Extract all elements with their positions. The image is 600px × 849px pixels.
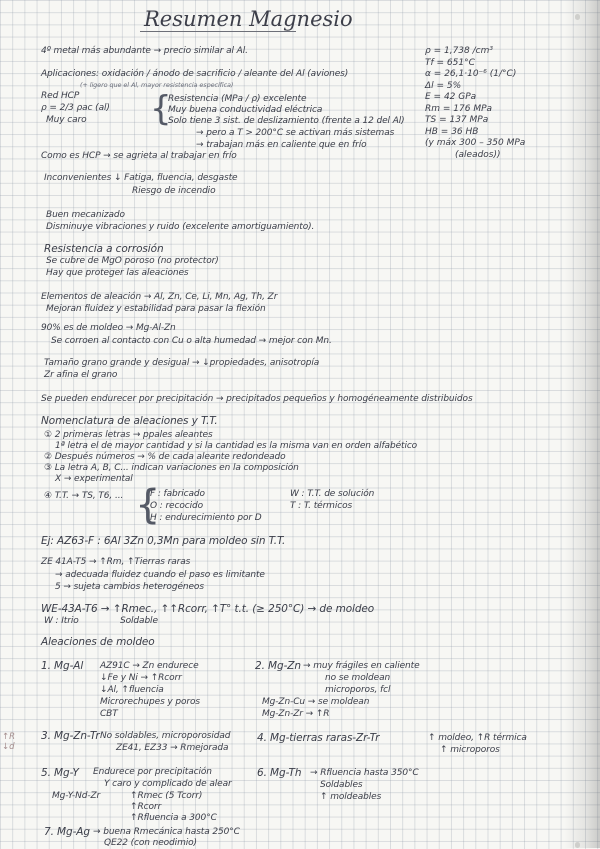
note-line: ① 2 primeras letras → ppales aleantes: [44, 430, 213, 440]
note-line: ② Después números → % de cada aleante redondeado: [44, 452, 286, 462]
brace-icon: {: [135, 482, 161, 528]
note-line: Buen mecanizado: [46, 210, 125, 220]
note-line: ③ La letra A, B, C... indican variaciones en la composición: [44, 463, 299, 473]
property-yield: TS = 137 MPa: [425, 115, 489, 125]
alloy-item: 5. Mg-Y: [41, 767, 79, 779]
note-line: 1ª letra el de mayor cantidad y si la cantidad es la misma van en orden alfabético: [55, 441, 418, 451]
note-line: Elementos de aleación → Al, Zn, Ce, Li, Mn, Ag, Th, Zr: [41, 292, 278, 302]
note-line: → Rfluencia hasta 350°C: [310, 768, 419, 778]
note-line: H : endurecimiento por D: [150, 513, 262, 523]
property-max-note-2: (aleados)): [455, 149, 501, 160]
note-line: Microrechupes y poros: [100, 697, 201, 707]
note-line: ↑ moldeables: [320, 792, 382, 802]
note-line: 4º metal más abundante → precio similar al Al.: [41, 46, 248, 56]
note-line: Red HCP: [41, 91, 80, 101]
note-line: Mg-Zn-Cu → se moldean: [262, 697, 370, 707]
property-modulus: E = 42 GPa: [425, 92, 477, 102]
alloy-item: 7. Mg-Ag: [44, 826, 90, 838]
note-line: Riesgo de incendio: [132, 186, 216, 196]
property-tensile: Rm = 176 MPa: [425, 103, 493, 114]
property-hardness: HB = 36 HB: [425, 126, 479, 137]
note-line: T : T. térmicos: [290, 501, 353, 511]
property-density: ρ = 1,738 /cm³: [425, 46, 493, 56]
note-line: AZ91C → Zn endurece: [100, 661, 199, 671]
note-line: QE22 (con neodimio): [104, 838, 197, 848]
note-line: ↑ moldeo, ↑R térmica: [428, 733, 527, 743]
note-line: Muy buena conductividad eléctrica: [168, 105, 323, 115]
note-line: → trabajan más en caliente que en frío: [196, 140, 367, 150]
note-line: no se moldean: [325, 673, 391, 683]
note-line: Ej: AZ63-F : 6Al 3Zn 0,3Mn para moldeo sin T.T.: [41, 535, 286, 547]
note-line: Disminuye vibraciones y ruido (excelente amortiguamiento).: [46, 222, 315, 232]
page-edge-shadow: [564, 0, 600, 848]
note-line: Tamaño grano grande y desigual → ↓propiedades, anisotropía: [44, 358, 320, 368]
note-line: 5 → sujeta cambios heterogéneos: [55, 582, 204, 592]
note-line: ρ = 2/3 ρac (al): [41, 103, 110, 113]
alloy-item: 1. Mg-Al: [41, 660, 84, 672]
section-heading: Resistencia a corrosión: [44, 243, 164, 255]
note-line: Hay que proteger las aleaciones: [46, 268, 189, 278]
binder-hole: [575, 842, 580, 848]
note-line: Aplicaciones: oxidación / ánodo de sacrificio / aleante del Al (aviones): [41, 69, 349, 79]
note-line: Se corroen al contacto con Cu o alta humedad → mejor con Mn.: [51, 336, 332, 346]
note-line: O : recocido: [150, 501, 203, 511]
note-line: Zr afina el grano: [44, 370, 118, 380]
note-line: ④ T.T. → TS, T6, ...: [44, 491, 124, 501]
note-line: Mg-Zn-Zr → ↑R: [262, 709, 330, 719]
binder-hole: [575, 14, 580, 20]
title-underline: [140, 31, 296, 32]
section-heading: Aleaciones de moldeo: [41, 636, 155, 648]
note-line: X → experimental: [55, 474, 133, 484]
note-line: 90% es de moldeo → Mg-Al-Zn: [41, 323, 176, 333]
note-line: WE-43A-T6 → ↑Rmec., ↑↑Rcorr, ↑T° t.t. (≥ 250°C) → de moldeo: [41, 603, 375, 615]
note-line: microporos, fcl: [325, 685, 391, 695]
note-line: Soldable: [120, 616, 158, 626]
brace-icon: {: [150, 89, 172, 129]
property-max-note: (y máx 300 – 350 MPa: [425, 138, 526, 148]
properties-list: [425, 46, 525, 161]
note-line: Solo tiene 3 sist. de deslizamiento (frente a 12 del Al): [168, 116, 405, 126]
alloy-item: 3. Mg-Zn-Tr: [41, 730, 100, 742]
note-line: No soldables, microporosidad: [100, 731, 231, 741]
note-line: ↑Rmec (5 Tcorr): [130, 791, 203, 801]
note-line: → muy frágiles en caliente: [303, 661, 420, 671]
note-line: ↓Fe y Ni → ↑Rcorr: [100, 673, 182, 683]
note-line: Se pueden endurecer por precipitación → precipitados pequeños y homogéneamente distribuidos: [41, 394, 473, 404]
alloy-item: 4. Mg-tierras raras-Zr-Tr: [257, 732, 380, 744]
note-line: W : T.T. de solución: [290, 489, 375, 499]
margin-note: ↓d: [2, 742, 15, 752]
property-elongation: Δl = 5%: [425, 80, 462, 91]
note-line: → adecuada fluidez cuando el paso es limitante: [55, 570, 265, 580]
note-line: Como es HCP → se agrieta al trabajar en frío: [41, 151, 237, 161]
note-line: Mg-Y-Nd-Zr: [52, 791, 101, 801]
note-line: Y caro y complicado de alear: [104, 779, 232, 789]
note-line: W : Itrio: [44, 616, 79, 626]
note-line: ↑ microporos: [440, 745, 500, 755]
note-line: Se cubre de MgO poroso (no protector): [46, 256, 219, 266]
note-line: Mejoran fluidez y estabilidad para pasar la flexión: [46, 304, 266, 314]
note-line: → buena Rmecánica hasta 250°C: [93, 827, 240, 837]
note-line: ↓Al, ↑fluencia: [100, 685, 164, 695]
page-title: Resumen Magnesio: [144, 7, 353, 31]
alloy-item: 6. Mg-Th: [257, 767, 302, 779]
note-line: (+ ligero que el Al, mayor resistencia específica): [80, 81, 234, 89]
section-heading: Nomenclatura de aleaciones y T.T.: [41, 415, 218, 427]
note-line: → pero a T > 200°C se activan más sistemas: [196, 128, 395, 138]
note-line: Muy caro: [46, 115, 87, 125]
note-line: Resistencia (MPa / ρ) excelente: [168, 94, 307, 104]
note-line: Endurece por precipitación: [93, 767, 212, 777]
note-line: ↑Rcorr: [130, 802, 162, 812]
note-line: ZE 41A-T5 → ↑Rm, ↑Tierras raras: [41, 557, 191, 567]
note-line: CBT: [100, 709, 118, 719]
alloy-item: 2. Mg-Zn: [255, 660, 301, 672]
note-line: F : fabricado: [150, 489, 205, 499]
property-expansion: α = 26,1·10⁻⁶ (1/°C): [425, 69, 517, 79]
note-line: ↑Rfluencia a 300°C: [130, 813, 217, 823]
property-melting-point: Tf = 651°C: [425, 57, 475, 68]
note-line: ZE41, EZ33 → Rmejorada: [116, 743, 229, 753]
note-line: Soldables: [320, 780, 363, 790]
margin-note: ↑R: [2, 732, 16, 742]
note-line: Inconvenientes ↓ Fatiga, fluencia, desgaste: [44, 173, 238, 183]
